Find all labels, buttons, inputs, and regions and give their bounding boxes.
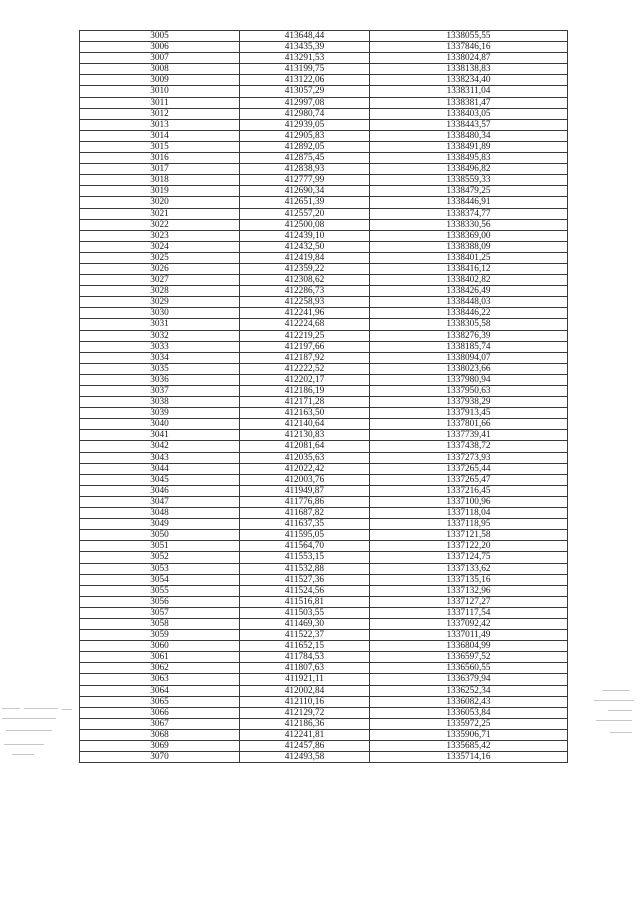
y-coordinate-cell: 1338443,57 xyxy=(370,119,568,130)
table-row xyxy=(80,674,568,685)
point-number-cell: 3026 xyxy=(80,263,240,274)
table-row xyxy=(80,208,568,219)
y-coordinate-cell: 1336597,52 xyxy=(370,652,568,663)
table-row xyxy=(80,630,568,641)
y-coordinate-cell: 1337438,72 xyxy=(370,441,568,452)
y-coordinate-cell: 1338234,40 xyxy=(370,75,568,86)
y-coordinate-cell: 1338305,58 xyxy=(370,319,568,330)
table-row xyxy=(80,119,568,130)
y-coordinate-cell: 1338374,77 xyxy=(370,208,568,219)
table-row xyxy=(80,508,568,519)
y-coordinate-cell: 1338311,04 xyxy=(370,86,568,97)
y-coordinate-cell: 1338480,34 xyxy=(370,130,568,141)
x-coordinate-cell: 412777,99 xyxy=(240,175,370,186)
table-row xyxy=(80,496,568,507)
x-coordinate-cell: 412219,25 xyxy=(240,330,370,341)
point-number-cell: 3042 xyxy=(80,441,240,452)
x-coordinate-cell: 412022,42 xyxy=(240,463,370,474)
x-coordinate-cell: 411921,11 xyxy=(240,674,370,685)
point-number-cell: 3010 xyxy=(80,86,240,97)
point-number-cell: 3032 xyxy=(80,330,240,341)
x-coordinate-cell: 412892,05 xyxy=(240,141,370,152)
point-number-cell: 3035 xyxy=(80,363,240,374)
table-row xyxy=(80,386,568,397)
scan-artifact-left xyxy=(0,700,75,760)
x-coordinate-cell: 412163,50 xyxy=(240,408,370,419)
table-row xyxy=(80,585,568,596)
x-coordinate-cell: 412140,64 xyxy=(240,419,370,430)
y-coordinate-cell: 1337117,54 xyxy=(370,607,568,618)
table-row xyxy=(80,186,568,197)
table-row xyxy=(80,541,568,552)
point-number-cell: 3011 xyxy=(80,97,240,108)
x-coordinate-cell: 412002,84 xyxy=(240,685,370,696)
point-number-cell: 3021 xyxy=(80,208,240,219)
x-coordinate-cell: 412186,19 xyxy=(240,386,370,397)
coordinates-table-body xyxy=(80,31,568,763)
y-coordinate-cell: 1337801,66 xyxy=(370,419,568,430)
table-row xyxy=(80,729,568,740)
table-row xyxy=(80,397,568,408)
table-row xyxy=(80,97,568,108)
table-row xyxy=(80,263,568,274)
y-coordinate-cell: 1337938,29 xyxy=(370,397,568,408)
table-row xyxy=(80,252,568,263)
point-number-cell: 3029 xyxy=(80,297,240,308)
x-coordinate-cell: 411807,63 xyxy=(240,663,370,674)
x-coordinate-cell: 412439,10 xyxy=(240,230,370,241)
point-number-cell: 3006 xyxy=(80,42,240,53)
x-coordinate-cell: 411532,88 xyxy=(240,563,370,574)
x-coordinate-cell: 411503,55 xyxy=(240,607,370,618)
x-coordinate-cell: 412419,84 xyxy=(240,252,370,263)
point-number-cell: 3050 xyxy=(80,530,240,541)
table-row xyxy=(80,696,568,707)
y-coordinate-cell: 1337913,45 xyxy=(370,408,568,419)
point-number-cell: 3012 xyxy=(80,108,240,119)
table-row xyxy=(80,197,568,208)
x-coordinate-cell: 411595,05 xyxy=(240,530,370,541)
y-coordinate-cell: 1337127,27 xyxy=(370,596,568,607)
table-row xyxy=(80,574,568,585)
table-row xyxy=(80,618,568,629)
y-coordinate-cell: 1337118,04 xyxy=(370,508,568,519)
point-number-cell: 3062 xyxy=(80,663,240,674)
y-coordinate-cell: 1336252,34 xyxy=(370,685,568,696)
y-coordinate-cell: 1337118,95 xyxy=(370,519,568,530)
table-row xyxy=(80,663,568,674)
point-number-cell: 3047 xyxy=(80,496,240,507)
y-coordinate-cell: 1337216,45 xyxy=(370,485,568,496)
table-row xyxy=(80,53,568,64)
y-coordinate-cell: 1337011,49 xyxy=(370,630,568,641)
table-row xyxy=(80,408,568,419)
point-number-cell: 3069 xyxy=(80,741,240,752)
table-row xyxy=(80,718,568,729)
x-coordinate-cell: 413435,39 xyxy=(240,42,370,53)
point-number-cell: 3041 xyxy=(80,430,240,441)
point-number-cell: 3043 xyxy=(80,452,240,463)
table-row xyxy=(80,64,568,75)
y-coordinate-cell: 1337092,42 xyxy=(370,618,568,629)
x-coordinate-cell: 411687,82 xyxy=(240,508,370,519)
table-row xyxy=(80,596,568,607)
table-row xyxy=(80,685,568,696)
point-number-cell: 3007 xyxy=(80,53,240,64)
point-number-cell: 3015 xyxy=(80,141,240,152)
table-row xyxy=(80,31,568,42)
table-row xyxy=(80,363,568,374)
table-row xyxy=(80,419,568,430)
x-coordinate-cell: 411469,30 xyxy=(240,618,370,629)
x-coordinate-cell: 412875,45 xyxy=(240,153,370,164)
table-row xyxy=(80,275,568,286)
table-row xyxy=(80,463,568,474)
x-coordinate-cell: 412997,08 xyxy=(240,97,370,108)
x-coordinate-cell: 411524,56 xyxy=(240,585,370,596)
y-coordinate-cell: 1337265,47 xyxy=(370,474,568,485)
table-row xyxy=(80,42,568,53)
table-row xyxy=(80,330,568,341)
x-coordinate-cell: 412241,81 xyxy=(240,729,370,740)
point-number-cell: 3028 xyxy=(80,286,240,297)
scan-artifact-right xyxy=(588,686,638,746)
y-coordinate-cell: 1335685,42 xyxy=(370,741,568,752)
y-coordinate-cell: 1338448,03 xyxy=(370,297,568,308)
x-coordinate-cell: 412557,20 xyxy=(240,208,370,219)
x-coordinate-cell: 412081,64 xyxy=(240,441,370,452)
point-number-cell: 3067 xyxy=(80,718,240,729)
y-coordinate-cell: 1338426,49 xyxy=(370,286,568,297)
table-row xyxy=(80,552,568,563)
x-coordinate-cell: 413057,29 xyxy=(240,86,370,97)
table-row xyxy=(80,141,568,152)
x-coordinate-cell: 413122,06 xyxy=(240,75,370,86)
y-coordinate-cell: 1338369,00 xyxy=(370,230,568,241)
point-number-cell: 3024 xyxy=(80,241,240,252)
x-coordinate-cell: 411564,70 xyxy=(240,541,370,552)
y-coordinate-cell: 1338559,33 xyxy=(370,175,568,186)
table-row xyxy=(80,374,568,385)
x-coordinate-cell: 412186,36 xyxy=(240,718,370,729)
y-coordinate-cell: 1338023,66 xyxy=(370,363,568,374)
table-row xyxy=(80,308,568,319)
point-number-cell: 3036 xyxy=(80,374,240,385)
point-number-cell: 3058 xyxy=(80,618,240,629)
x-coordinate-cell: 411652,15 xyxy=(240,641,370,652)
y-coordinate-cell: 1338402,82 xyxy=(370,275,568,286)
y-coordinate-cell: 1337265,44 xyxy=(370,463,568,474)
y-coordinate-cell: 1338330,56 xyxy=(370,219,568,230)
table-row xyxy=(80,286,568,297)
table-row xyxy=(80,108,568,119)
y-coordinate-cell: 1337739,41 xyxy=(370,430,568,441)
table-row xyxy=(80,341,568,352)
point-number-cell: 3055 xyxy=(80,585,240,596)
point-number-cell: 3033 xyxy=(80,341,240,352)
point-number-cell: 3061 xyxy=(80,652,240,663)
point-number-cell: 3052 xyxy=(80,552,240,563)
x-coordinate-cell: 412690,34 xyxy=(240,186,370,197)
point-number-cell: 3066 xyxy=(80,707,240,718)
table-row xyxy=(80,452,568,463)
table-row xyxy=(80,75,568,86)
x-coordinate-cell: 412222,52 xyxy=(240,363,370,374)
table-row xyxy=(80,430,568,441)
y-coordinate-cell: 1337133,62 xyxy=(370,563,568,574)
x-coordinate-cell: 412187,92 xyxy=(240,352,370,363)
point-number-cell: 3044 xyxy=(80,463,240,474)
point-number-cell: 3034 xyxy=(80,352,240,363)
point-number-cell: 3068 xyxy=(80,729,240,740)
point-number-cell: 3017 xyxy=(80,164,240,175)
x-coordinate-cell: 412258,93 xyxy=(240,297,370,308)
y-coordinate-cell: 1338138,83 xyxy=(370,64,568,75)
y-coordinate-cell: 1338276,39 xyxy=(370,330,568,341)
x-coordinate-cell: 411776,86 xyxy=(240,496,370,507)
x-coordinate-cell: 413291,53 xyxy=(240,53,370,64)
y-coordinate-cell: 1336804,99 xyxy=(370,641,568,652)
x-coordinate-cell: 412035,63 xyxy=(240,452,370,463)
y-coordinate-cell: 1335714,16 xyxy=(370,752,568,763)
table-row xyxy=(80,175,568,186)
table-row xyxy=(80,241,568,252)
point-number-cell: 3056 xyxy=(80,596,240,607)
point-number-cell: 3049 xyxy=(80,519,240,530)
y-coordinate-cell: 1335906,71 xyxy=(370,729,568,740)
y-coordinate-cell: 1337273,93 xyxy=(370,452,568,463)
y-coordinate-cell: 1335972,25 xyxy=(370,718,568,729)
point-number-cell: 3045 xyxy=(80,474,240,485)
y-coordinate-cell: 1338495,83 xyxy=(370,153,568,164)
y-coordinate-cell: 1338496,82 xyxy=(370,164,568,175)
point-number-cell: 3065 xyxy=(80,696,240,707)
x-coordinate-cell: 412110,16 xyxy=(240,696,370,707)
x-coordinate-cell: 413199,75 xyxy=(240,64,370,75)
y-coordinate-cell: 1337121,58 xyxy=(370,530,568,541)
point-number-cell: 3025 xyxy=(80,252,240,263)
y-coordinate-cell: 1338388,09 xyxy=(370,241,568,252)
x-coordinate-cell: 411527,36 xyxy=(240,574,370,585)
x-coordinate-cell: 412241,96 xyxy=(240,308,370,319)
point-number-cell: 3019 xyxy=(80,186,240,197)
x-coordinate-cell: 411637,35 xyxy=(240,519,370,530)
point-number-cell: 3018 xyxy=(80,175,240,186)
y-coordinate-cell: 1337846,16 xyxy=(370,42,568,53)
point-number-cell: 3008 xyxy=(80,64,240,75)
point-number-cell: 3060 xyxy=(80,641,240,652)
point-number-cell: 3048 xyxy=(80,508,240,519)
x-coordinate-cell: 412980,74 xyxy=(240,108,370,119)
table-row xyxy=(80,652,568,663)
table-row xyxy=(80,474,568,485)
point-number-cell: 3020 xyxy=(80,197,240,208)
x-coordinate-cell: 412129,72 xyxy=(240,707,370,718)
y-coordinate-cell: 1338401,25 xyxy=(370,252,568,263)
point-number-cell: 3063 xyxy=(80,674,240,685)
y-coordinate-cell: 1338491,89 xyxy=(370,141,568,152)
point-number-cell: 3030 xyxy=(80,308,240,319)
point-number-cell: 3009 xyxy=(80,75,240,86)
y-coordinate-cell: 1338416,12 xyxy=(370,263,568,274)
point-number-cell: 3014 xyxy=(80,130,240,141)
point-number-cell: 3051 xyxy=(80,541,240,552)
x-coordinate-cell: 412202,17 xyxy=(240,374,370,385)
table-row xyxy=(80,153,568,164)
table-row xyxy=(80,230,568,241)
y-coordinate-cell: 1338094,07 xyxy=(370,352,568,363)
x-coordinate-cell: 412651,39 xyxy=(240,197,370,208)
point-number-cell: 3037 xyxy=(80,386,240,397)
table-row xyxy=(80,563,568,574)
point-number-cell: 3023 xyxy=(80,230,240,241)
point-number-cell: 3031 xyxy=(80,319,240,330)
x-coordinate-cell: 412308,62 xyxy=(240,275,370,286)
y-coordinate-cell: 1337980,94 xyxy=(370,374,568,385)
point-number-cell: 3027 xyxy=(80,275,240,286)
point-number-cell: 3054 xyxy=(80,574,240,585)
table-row xyxy=(80,164,568,175)
x-coordinate-cell: 412224,68 xyxy=(240,319,370,330)
table-row xyxy=(80,219,568,230)
y-coordinate-cell: 1336053,84 xyxy=(370,707,568,718)
table-row xyxy=(80,441,568,452)
coordinates-table xyxy=(79,30,568,763)
x-coordinate-cell: 412457,86 xyxy=(240,741,370,752)
x-coordinate-cell: 412432,50 xyxy=(240,241,370,252)
y-coordinate-cell: 1338055,55 xyxy=(370,31,568,42)
x-coordinate-cell: 412359,22 xyxy=(240,263,370,274)
y-coordinate-cell: 1338446,91 xyxy=(370,197,568,208)
point-number-cell: 3016 xyxy=(80,153,240,164)
table-row xyxy=(80,297,568,308)
y-coordinate-cell: 1338381,47 xyxy=(370,97,568,108)
x-coordinate-cell: 412500,08 xyxy=(240,219,370,230)
x-coordinate-cell: 411553,15 xyxy=(240,552,370,563)
point-number-cell: 3059 xyxy=(80,630,240,641)
x-coordinate-cell: 412905,83 xyxy=(240,130,370,141)
point-number-cell: 3053 xyxy=(80,563,240,574)
y-coordinate-cell: 1338479,25 xyxy=(370,186,568,197)
x-coordinate-cell: 412286,73 xyxy=(240,286,370,297)
table-row xyxy=(80,519,568,530)
x-coordinate-cell: 411949,87 xyxy=(240,485,370,496)
x-coordinate-cell: 412493,58 xyxy=(240,752,370,763)
x-coordinate-cell: 411522,37 xyxy=(240,630,370,641)
table-row xyxy=(80,530,568,541)
y-coordinate-cell: 1338446,22 xyxy=(370,308,568,319)
point-number-cell: 3022 xyxy=(80,219,240,230)
point-number-cell: 3005 xyxy=(80,31,240,42)
x-coordinate-cell: 412197,66 xyxy=(240,341,370,352)
y-coordinate-cell: 1338403,05 xyxy=(370,108,568,119)
point-number-cell: 3046 xyxy=(80,485,240,496)
y-coordinate-cell: 1337132,96 xyxy=(370,585,568,596)
table-row xyxy=(80,352,568,363)
y-coordinate-cell: 1337950,63 xyxy=(370,386,568,397)
x-coordinate-cell: 411516,81 xyxy=(240,596,370,607)
y-coordinate-cell: 1336082,43 xyxy=(370,696,568,707)
table-row xyxy=(80,607,568,618)
y-coordinate-cell: 1338024,87 xyxy=(370,53,568,64)
point-number-cell: 3040 xyxy=(80,419,240,430)
table-row xyxy=(80,752,568,763)
x-coordinate-cell: 412003,76 xyxy=(240,474,370,485)
y-coordinate-cell: 1337122,20 xyxy=(370,541,568,552)
x-coordinate-cell: 412171,28 xyxy=(240,397,370,408)
point-number-cell: 3038 xyxy=(80,397,240,408)
table-row xyxy=(80,641,568,652)
x-coordinate-cell: 412939,05 xyxy=(240,119,370,130)
point-number-cell: 3057 xyxy=(80,607,240,618)
table-row xyxy=(80,741,568,752)
x-coordinate-cell: 411784,53 xyxy=(240,652,370,663)
y-coordinate-cell: 1337124,75 xyxy=(370,552,568,563)
y-coordinate-cell: 1336379,94 xyxy=(370,674,568,685)
x-coordinate-cell: 413648,44 xyxy=(240,31,370,42)
point-number-cell: 3013 xyxy=(80,119,240,130)
x-coordinate-cell: 412838,93 xyxy=(240,164,370,175)
point-number-cell: 3039 xyxy=(80,408,240,419)
x-coordinate-cell: 412130,83 xyxy=(240,430,370,441)
table-row xyxy=(80,319,568,330)
y-coordinate-cell: 1338185,74 xyxy=(370,341,568,352)
point-number-cell: 3070 xyxy=(80,752,240,763)
y-coordinate-cell: 1337100,96 xyxy=(370,496,568,507)
point-number-cell: 3064 xyxy=(80,685,240,696)
y-coordinate-cell: 1337135,16 xyxy=(370,574,568,585)
table-row xyxy=(80,485,568,496)
table-row xyxy=(80,130,568,141)
table-row xyxy=(80,707,568,718)
table-row xyxy=(80,86,568,97)
y-coordinate-cell: 1336560,55 xyxy=(370,663,568,674)
